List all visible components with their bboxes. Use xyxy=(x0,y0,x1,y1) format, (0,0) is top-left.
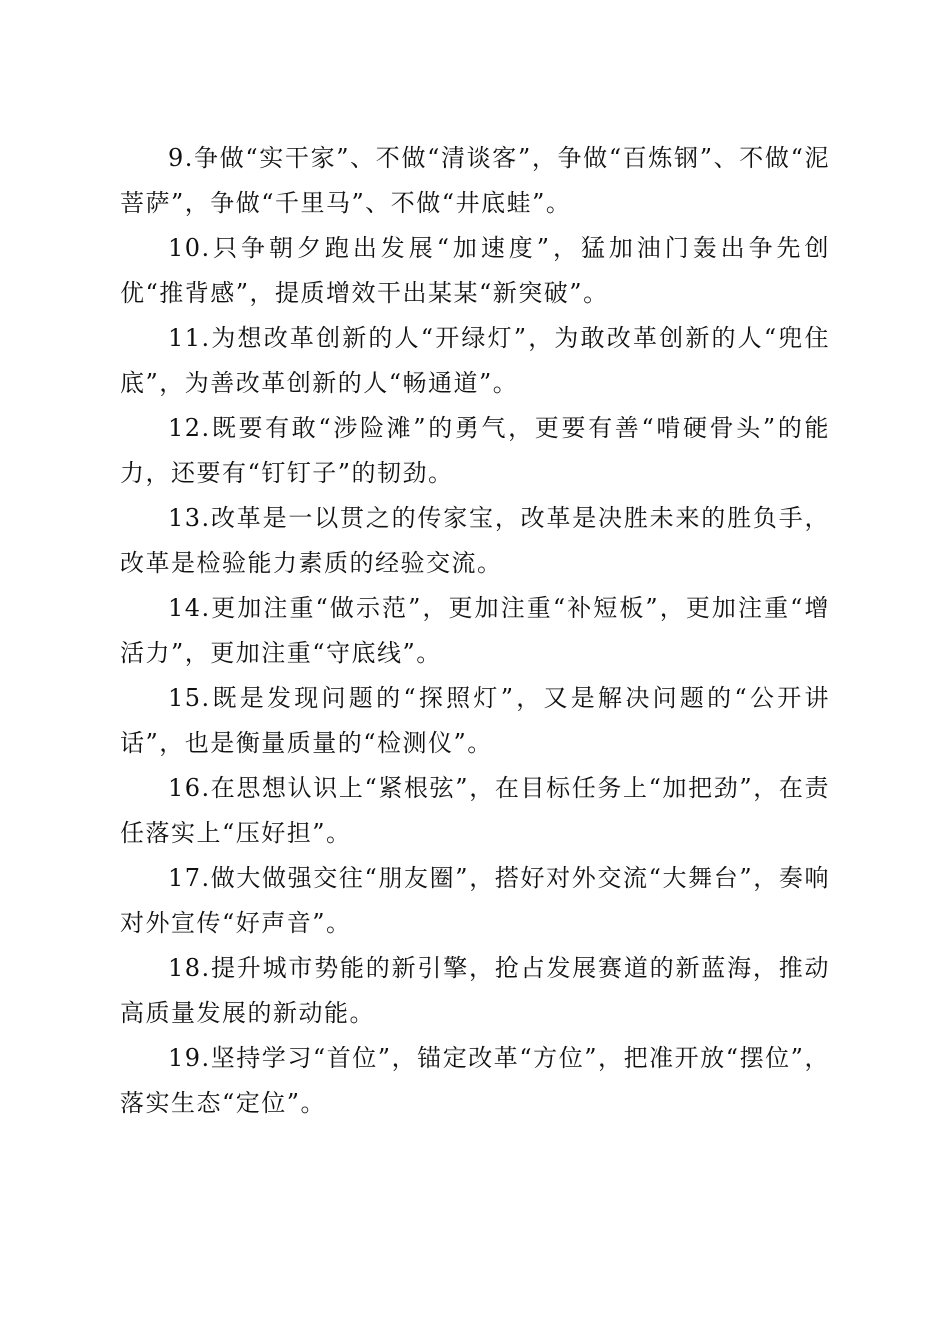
paragraph-11: 11.为想改革创新的人“开绿灯”，为敢改革创新的人“兜住底”，为善改革创新的人“畅通道”。 xyxy=(120,324,830,397)
paragraph-13: 13.改革是一以贯之的传家宝，改革是决胜未来的胜负手，改革是检验能力素质的经验交流。 xyxy=(120,504,830,577)
paragraph-17: 17.做大做强交往“朋友圈”，搭好对外交流“大舞台”，奏响对外宣传“好声音”。 xyxy=(120,864,830,937)
paragraph-16: 16.在思想认识上“紧根弦”，在目标任务上“加把劲”，在责任落实上“压好担”。 xyxy=(120,774,830,847)
paragraph-10: 10.只争朝夕跑出发展“加速度”，猛加油门轰出争先创优“推背感”，提质增效干出某某“新突破”。 xyxy=(120,234,830,307)
paragraph-9: 9.争做“实干家”、不做“清谈客”，争做“百炼钢”、不做“泥菩萨”，争做“千里马”、不做“井底蛙”。 xyxy=(120,144,830,217)
paragraph-19: 19.坚持学习“首位”，锚定改革“方位”，把准开放“摆位”，落实生态“定位”。 xyxy=(120,1044,830,1117)
document-body xyxy=(120,136,830,1126)
paragraph-14: 14.更加注重“做示范”，更加注重“补短板”，更加注重“增活力”，更加注重“守底线”。 xyxy=(120,594,830,667)
paragraph-18: 18.提升城市势能的新引擎，抢占发展赛道的新蓝海，推动高质量发展的新动能。 xyxy=(120,954,830,1027)
paragraph-15: 15.既是发现问题的“探照灯”，又是解决问题的“公开讲话”，也是衡量质量的“检测仪”。 xyxy=(120,684,830,757)
paragraph-12: 12.既要有敢“涉险滩”的勇气，更要有善“啃硬骨头”的能力，还要有“钉钉子”的韧劲。 xyxy=(120,414,830,487)
